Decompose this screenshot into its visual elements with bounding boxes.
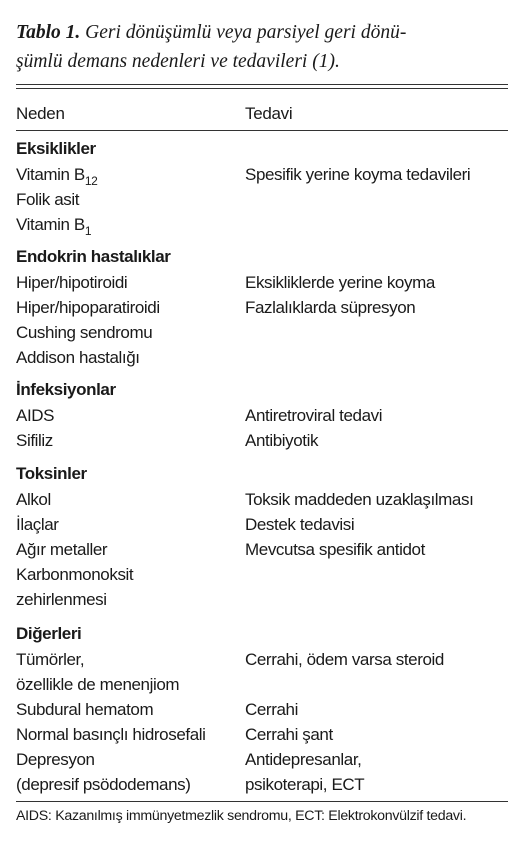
cause-cell: Hiper/hipotiroidi <box>16 273 128 292</box>
treatment-cell: Destek tedavisi <box>245 515 355 534</box>
cause-cell: İlaçlar <box>16 515 59 534</box>
section-heading: Eksiklikler <box>16 139 96 158</box>
cause-cell: Hiper/hipoparatiroidi <box>16 298 160 317</box>
section-heading: İnfeksiyonlar <box>16 380 116 399</box>
header-rule <box>16 130 508 131</box>
top-rule-double <box>16 88 508 89</box>
cause-cell: Addison hastalığı <box>16 348 140 367</box>
header-cause: Neden <box>16 104 65 123</box>
caption-text-line1: Geri dönüşümlü veya parsiyel geri dönü- <box>85 22 407 43</box>
treatment-cell: Antibiyotik <box>245 431 319 450</box>
cause-cell: Ağır metaller <box>16 540 108 559</box>
treatment-cell: Cerrahi, ödem varsa steroid <box>245 650 444 669</box>
cause-cell: Subdural hematom <box>16 700 154 719</box>
cause-cell: (depresif psödodemans) <box>16 775 191 794</box>
cause-cell: AIDS <box>16 406 55 425</box>
cause-cell: Normal basınçlı hidrosefali <box>16 725 206 744</box>
treatment-cell: Toksik maddeden uzaklaşılması <box>245 490 474 509</box>
cause-cell: Vitamin $B_1$ <box>16 215 92 238</box>
treatment-cell: Cerrahi şant <box>245 725 333 744</box>
treatment-cell: Eksikliklerde yerine koyma <box>245 273 435 292</box>
cause-cell: özellikle de menenjiom <box>16 675 180 694</box>
treatment-cell: Spesifik yerine koyma tedavileri <box>245 165 471 184</box>
treatment-cell: Antiretroviral tedavi <box>245 406 383 425</box>
treatment-cell: Mevcutsa spesifik antidot <box>245 540 425 559</box>
header-treatment: Tedavi <box>245 104 293 123</box>
table-footnote: AIDS: Kazanılmış immünyetmezlik sendromu, ECT: Elektrokonvülzif tedavi. <box>16 808 467 824</box>
cause-cell: Cushing sendromu <box>16 323 153 342</box>
section-heading: Endokrin hastalıklar <box>16 247 171 266</box>
cause-cell: Depresyon <box>16 750 95 769</box>
caption-text-line2: şümlü demans nedenleri ve tedavileri (1). <box>16 51 340 72</box>
cause-cell: Vitamin $B_{12}$ <box>16 165 98 188</box>
cause-cell: Folik asit <box>16 190 80 209</box>
bottom-rule <box>16 801 508 802</box>
cause-cell: Karbonmonoksit <box>16 565 134 584</box>
cause-cell: Alkol <box>16 490 51 509</box>
treatment-cell: psikoterapi, ECT <box>245 775 365 794</box>
treatment-cell: Fazlalıklarda süpresyon <box>245 298 416 317</box>
treatment-cell: Antidepresanlar, <box>245 750 362 769</box>
cause-cell: zehirlenmesi <box>16 590 107 609</box>
cause-cell: Sifiliz <box>16 431 53 450</box>
top-rule <box>16 84 508 85</box>
section-heading: Diğerleri <box>16 624 82 643</box>
treatment-cell: Cerrahi <box>245 700 298 719</box>
section-heading: Toksinler <box>16 464 87 483</box>
caption-label: Tablo 1. <box>16 22 81 43</box>
table-caption <box>16 18 506 76</box>
cause-cell: Tümörler, <box>16 650 85 669</box>
